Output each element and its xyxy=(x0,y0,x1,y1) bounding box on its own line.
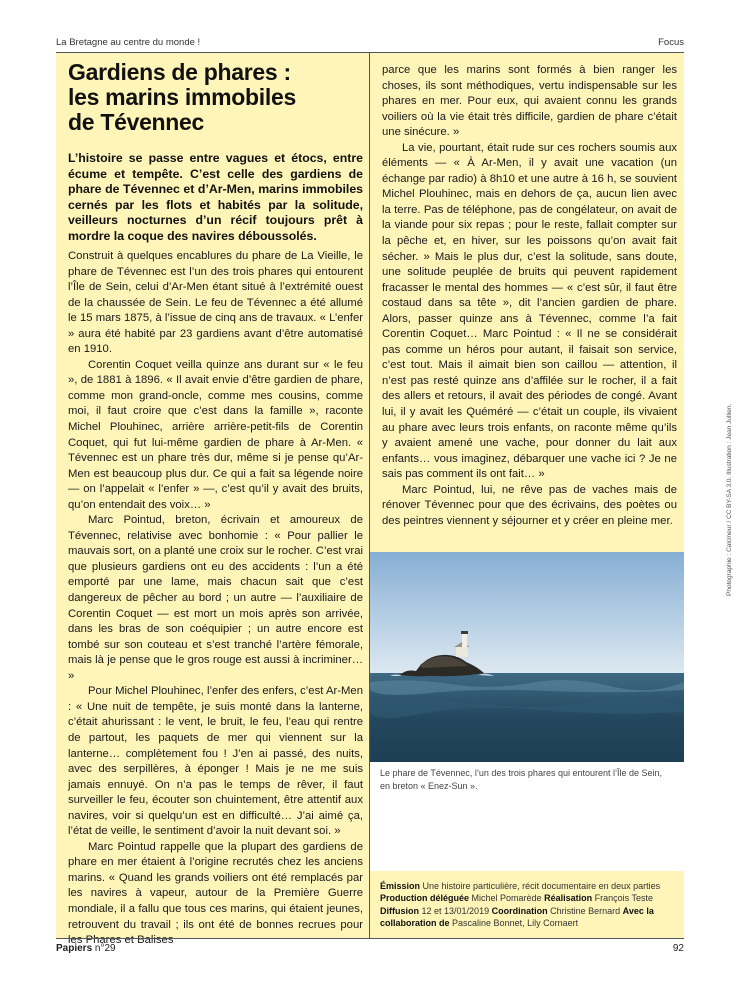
body-paragraph: parce que les marins sont formés à bien ranger les choses, ils sont méthodiques, vertu indispensable sur les phares en mer. Pour eux, qui avaient connu les grands voiliers où la vie était très difficile, gardien de phare c’était une sinécure. » xyxy=(382,64,677,139)
credit-label: Coordination xyxy=(491,905,548,916)
body-paragraph: Construit à quelques encablures du phare de La Vieille, le phare de Tévennec est l’un des trois phares qui entourent l’Île de Sein, celui d’Ar-Men étant situé à l’extrémité ouest de la chaussée de Sein. Le feu de Tévennec a été allumé le 15 mars 1875, à l’issue de cinq ans de travaux. « L’enfer » aura été habité par 23 gardiens avant d’être automatisé en 1910. xyxy=(68,250,363,356)
body-paragraph: Marc Pointud rappelle que la plupart des gardiens de phare en mer étaient à l’origine recrutés chez les anciens marins. « Quand les grands voiliers ont été remplacés par les navires à vapeur, autour de la Première Guerre mondiale, il a fallu que tous ces marins, qui étaient jeunes, retrouvent du travail ; ils ont été de bonnes recrues pour les Phares et Balises xyxy=(68,840,363,947)
credit-label: Réalisation xyxy=(544,893,593,904)
magazine-name xyxy=(56,943,116,954)
sky xyxy=(370,552,684,674)
body-column-right xyxy=(382,63,677,529)
title-line: les marins immobiles xyxy=(68,84,296,110)
page-footer xyxy=(56,943,684,957)
body-column-left xyxy=(68,249,363,949)
lighthouse-tower xyxy=(462,634,467,647)
broadcast-credits xyxy=(380,880,674,929)
lighthouse-house xyxy=(456,647,468,657)
body-paragraph: Marc Pointud, lui, ne rêve pas de vaches mais de rénover Tévennec pour que des écrivains, des poètes ou des peintres viennent y séjourner et y créer en pleine mer. xyxy=(382,483,677,527)
title-line: Gardiens de phares : xyxy=(68,59,291,85)
credit-value: 12 et 13/01/2019 xyxy=(421,905,490,916)
body-paragraph: La vie, pourtant, était rude sur ces rochers soumis aux éléments — « À Ar-Men, il y avait une vacation (un échange par radio) à 8h10 et une autre à 16 h, se souvient Michel Plouhinec, mais en dehors de ça, aucun lien avec la terre. Pas de téléphone, pas de congélateur, on avait de la viande pour six repas ; pour le reste, fallait compter sur la pêche et, en hiver, sur les poissons qu’on avait fait sécher. » Mais le plus dur, c’est la solitude, sans doute, une solitude peuplée de bruits qui peuvent rapidement fracasser le mental des hommes — « c’est sûr, il faut être costaud dans sa tête », dit l’ancien gardien de phare. Alors, passer quinze ans à Tévennec, comme l’a fait Corentin Coquet… Marc Pointud : « Il ne se considérait pas comme un héros pour autant, il faisait son service, c’est tout. Mais il aimait bien son caillou — attention, il n’est pas resté quinze ans d’affilée sur le rocher, il a fait des allers et retours, il avait des périodes de congé. Avant lui, il y avait les Quéméré — c’était un couple, ils vivaient au phare avec leurs trois enfants, on raconte même qu’ils y avaient amené une vache, pour donner du lait aux enfants… vous imaginez, débarquer une vache ici ? Je ne sais pas comment ils ont fait… » xyxy=(382,141,677,481)
bottom-rule xyxy=(56,938,684,939)
credit-value: Une histoire particulière, récit documentaire en deux parties xyxy=(422,881,661,891)
issue-number: n°29 xyxy=(94,943,116,954)
running-header xyxy=(56,37,684,51)
credit-label: Production déléguée xyxy=(380,893,470,904)
lighthouse-photo-image xyxy=(370,552,684,762)
body-paragraph: Corentin Coquet veilla quinze ans durant sur « le feu », de 1881 à 1896. « Il avait envie d’être gardien de phare, comme mon grand-oncle, comme mes cousins, comme moi, il faut croire que c’est dans la famille », raconte Michel Plouhinec, arrière arrière-petit-fils de Corentin Coquet, qui fut lui-même gardien de phare à Ar-Men. « Tévennec est un phare très dur, même si je pense qu’Ar-Men est beaucoup plus dur. Ce qui a fait sa légende noire — on l’appelait « l’enfer » —, c’est qu’il y avait des bruits, qu’on entendait des voix… » xyxy=(68,358,363,511)
magazine-title: Papiers xyxy=(56,943,93,954)
credit-value: Pascaline Bonnet, Lily Cornaert xyxy=(452,917,579,928)
credit-label: Avec la collaboration de xyxy=(380,905,654,928)
credit-label: Diffusion xyxy=(380,905,419,916)
lighthouse-lantern xyxy=(461,631,468,634)
section-title: La Bretagne au centre du monde ! xyxy=(56,37,201,48)
rubric-label: Focus xyxy=(658,37,684,48)
credit-value: Christine Bernard xyxy=(550,905,621,916)
credit-label: Émission xyxy=(380,881,421,891)
body-paragraph: Marc Pointud, breton, écrivain et amoureux de Tévennec, relativise avec bonhomie : « Pour pallier le mauvais sort, on a planté une croix sur le rocher. C’est vrai que plusieurs gardiens ont eu des accidents : l’un a été emporté par une lame, mais chacun sait que c’est dangereux de pêcher au bord ; un autre — l’auxiliaire de Corentin Coquet — est mort un mois après son arrivée, dans les bras de son coéquipier ; un autre encore est tombé sur son couteau et s’est tranché l’artère fémorale, mais là je pense que le gros rouge est aussi à incriminer… » xyxy=(68,514,363,682)
article-title xyxy=(68,60,363,135)
lighthouse-photo xyxy=(370,552,684,762)
credit-value: Michel Pomarède xyxy=(471,893,542,904)
article-intro: L’histoire se passe entre vagues et étocs, entre écume et tempête. C’est celle des gardiens de phare de Tévennec et d’Ar-Men, marins immobiles cernés par les flots et habités par la solitude, veilleurs nocturnes d’un récif toujours prêt à mordre la coque des navires déboussolés. xyxy=(68,151,363,243)
body-paragraph: Pour Michel Plouhinec, l’enfer des enfers, c’est Ar-Men : « Une nuit de tempête, je suis monté dans la lanterne, c’était ahurissant : le vent, le bruit, le feu, l’eau qui rentre de partout, les paquets de mer qui viennent sur la lanterne… complètement fou ! J’en ai passé, des nuits, avec des serpillères, à éponger ! Mais je ne me suis jamais ennuyé. On n’a pas le temps de rêver, il faut surveiller le feu, écouter son chuintement, être attentif aux navires, voir si quelqu’un est en difficulté… J’ai aimé ça, l’état de veille, le sentiment d’avoir la nuit devant soi. » xyxy=(68,685,363,838)
photo-credit: Photographie : Calcineur / CC BY-SA 3.0. Illustration : Jean Jullien. xyxy=(726,403,733,596)
title-line: de Tévennec xyxy=(68,109,205,135)
credit-value: François Teste xyxy=(594,893,653,904)
page-number: 92 xyxy=(672,943,684,954)
photo-caption: Le phare de Tévennec, l’un des trois phares qui entourent l’Île de Sein, en breton « Enez-Sun ». xyxy=(380,768,663,791)
